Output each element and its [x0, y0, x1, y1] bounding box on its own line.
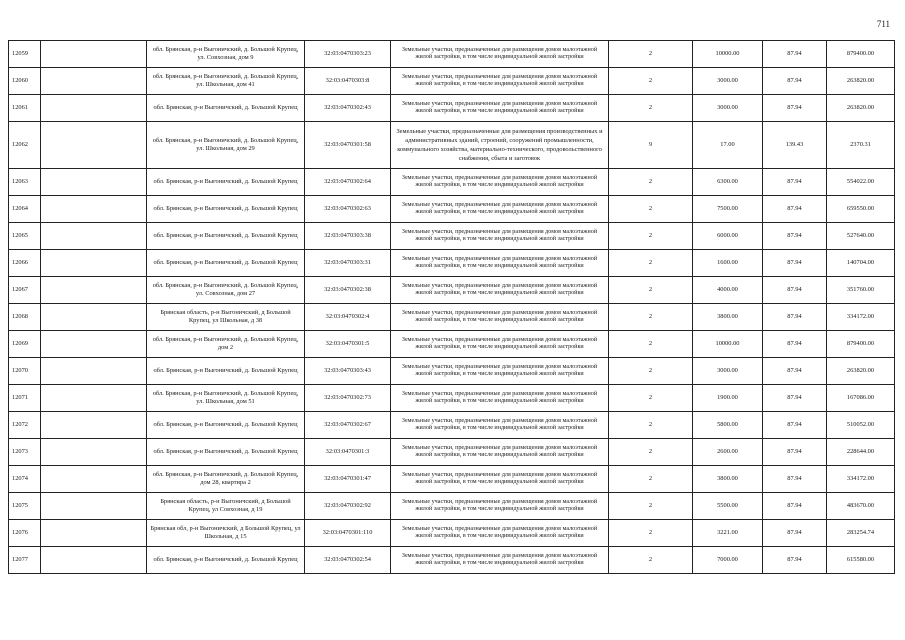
cell-land-use: Земельные участки, предназначенные для размещения домов малоэтажной жилой застройки, в том числе индивидуальной жилой застройки	[391, 331, 609, 358]
cell-address: обл. Брянская, р-н Выгоничский, д. Большой Крупец	[147, 412, 305, 439]
cell-group: 2	[609, 223, 693, 250]
cell-specific-value: 87.94	[763, 385, 827, 412]
cell-cadastral-number: 32:03:0470301:47	[305, 466, 391, 493]
cell-record-number: 12077	[9, 547, 41, 574]
cell-cadastral-value: 2370.31	[827, 122, 895, 169]
cell-group: 2	[609, 385, 693, 412]
cell-group: 9	[609, 122, 693, 169]
cell-specific-value: 87.94	[763, 277, 827, 304]
cell-land-use: Земельные участки, предназначенные для размещения домов малоэтажной жилой застройки, в том числе индивидуальной жилой застройки	[391, 493, 609, 520]
cell-group: 2	[609, 41, 693, 68]
cell-cadastral-number: 32:03:0470302:54	[305, 547, 391, 574]
cell-area: 1900.00	[693, 385, 763, 412]
cell-cadastral-value: 263820.00	[827, 358, 895, 385]
cell-land-use: Земельные участки, предназначенные для размещения домов малоэтажной жилой застройки, в том числе индивидуальной жилой застройки	[391, 304, 609, 331]
cell-land-use: Земельные участки, предназначенные для размещения домов малоэтажной жилой застройки, в том числе индивидуальной жилой застройки	[391, 439, 609, 466]
cell-group: 2	[609, 169, 693, 196]
table-row	[9, 466, 895, 493]
cell-group: 2	[609, 68, 693, 95]
cell-cadastral-number: 32:03:0470302:4	[305, 304, 391, 331]
cell-record-number: 12060	[9, 68, 41, 95]
cell-specific-value: 87.94	[763, 169, 827, 196]
cell-group: 2	[609, 412, 693, 439]
cell-group: 2	[609, 95, 693, 122]
cell-cadastral-number: 32:03:0470302:64	[305, 169, 391, 196]
cell-land-use: Земельные участки, предназначенные для размещения домов малоэтажной жилой застройки, в том числе индивидуальной жилой застройки	[391, 196, 609, 223]
cell-record-number: 12068	[9, 304, 41, 331]
cell-group: 2	[609, 196, 693, 223]
cell-area: 3800.00	[693, 466, 763, 493]
cell-specific-value: 87.94	[763, 304, 827, 331]
cell-area: 3800.00	[693, 304, 763, 331]
table-row	[9, 277, 895, 304]
cell-cadastral-number: 32:03:0470303:23	[305, 41, 391, 68]
cell-address: обл. Брянская, р-н Выгоничский, д. Большой Крупец, дом 28, квартира 2	[147, 466, 305, 493]
cell-address: обл. Брянская, р-н Выгоничский, д. Большой Крупец	[147, 439, 305, 466]
cell-specific-value: 139.43	[763, 122, 827, 169]
cell-cadastral-number: 32:03:0470302:63	[305, 196, 391, 223]
table-row	[9, 68, 895, 95]
cell-empty	[41, 358, 147, 385]
cell-land-use: Земельные участки, предназначенные для размещения производственных и административных зданий, строений, сооружений промышленности, коммунального хозяйства, материально-технического, продовольственного снабжения, сбыта и заготовок	[391, 122, 609, 169]
cell-land-use: Земельные участки, предназначенные для размещения домов малоэтажной жилой застройки, в том числе индивидуальной жилой застройки	[391, 169, 609, 196]
cell-specific-value: 87.94	[763, 223, 827, 250]
cell-record-number: 12069	[9, 331, 41, 358]
cell-address: обл. Брянская, р-н Выгоничский, д. Большой Крупец	[147, 95, 305, 122]
cell-address: Брянская область, р-н Выгоничский, д Большой Крупец, ул Школьная, д 38	[147, 304, 305, 331]
cell-address: обл. Брянская, р-н Выгоничский, д. Большой Крупец	[147, 196, 305, 223]
cell-cadastral-value: 615580.00	[827, 547, 895, 574]
cell-specific-value: 87.94	[763, 439, 827, 466]
cell-group: 2	[609, 520, 693, 547]
cell-area: 7000.00	[693, 547, 763, 574]
cell-empty	[41, 439, 147, 466]
page-number: 711	[876, 19, 890, 29]
cell-cadastral-number: 32:03:0470301:58	[305, 122, 391, 169]
cell-empty	[41, 250, 147, 277]
cell-record-number: 12059	[9, 41, 41, 68]
cell-group: 2	[609, 493, 693, 520]
cell-land-use: Земельные участки, предназначенные для размещения домов малоэтажной жилой застройки, в том числе индивидуальной жилой застройки	[391, 223, 609, 250]
cell-cadastral-number: 32:03:0470302:67	[305, 412, 391, 439]
cell-empty	[41, 196, 147, 223]
cell-area: 2600.00	[693, 439, 763, 466]
cell-land-use: Земельные участки, предназначенные для размещения домов малоэтажной жилой застройки, в том числе индивидуальной жилой застройки	[391, 358, 609, 385]
cell-empty	[41, 412, 147, 439]
cell-record-number: 12075	[9, 493, 41, 520]
cell-land-use: Земельные участки, предназначенные для размещения домов малоэтажной жилой застройки, в том числе индивидуальной жилой застройки	[391, 95, 609, 122]
table-row	[9, 196, 895, 223]
cell-specific-value: 87.94	[763, 547, 827, 574]
cell-record-number: 12063	[9, 169, 41, 196]
cell-empty	[41, 169, 147, 196]
cell-cadastral-value: 483670.00	[827, 493, 895, 520]
cell-cadastral-value: 879400.00	[827, 41, 895, 68]
cell-address: обл. Брянская, р-н Выгоничский, д. Большой Крупец, ул. Совхозная, дом 9	[147, 41, 305, 68]
cell-group: 2	[609, 331, 693, 358]
table-row	[9, 41, 895, 68]
cell-cadastral-value: 140704.00	[827, 250, 895, 277]
cell-area: 10000.00	[693, 331, 763, 358]
table-row	[9, 331, 895, 358]
cell-area: 5800.00	[693, 412, 763, 439]
cell-land-use: Земельные участки, предназначенные для размещения домов малоэтажной жилой застройки, в том числе индивидуальной жилой застройки	[391, 41, 609, 68]
cell-cadastral-value: 167086.00	[827, 385, 895, 412]
cell-area: 4000.00	[693, 277, 763, 304]
cell-empty	[41, 95, 147, 122]
table-row	[9, 304, 895, 331]
cell-area: 1600.00	[693, 250, 763, 277]
table-row	[9, 520, 895, 547]
cell-record-number: 12065	[9, 223, 41, 250]
table-row	[9, 493, 895, 520]
cell-land-use: Земельные участки, предназначенные для размещения домов малоэтажной жилой застройки, в том числе индивидуальной жилой застройки	[391, 68, 609, 95]
cell-specific-value: 87.94	[763, 68, 827, 95]
cell-specific-value: 87.94	[763, 412, 827, 439]
cell-cadastral-number: 32:03:0470302:43	[305, 95, 391, 122]
cell-group: 2	[609, 547, 693, 574]
cell-cadastral-number: 32:03:0470301:3	[305, 439, 391, 466]
cell-empty	[41, 520, 147, 547]
cell-cadastral-value: 334172.00	[827, 466, 895, 493]
cell-area: 10000.00	[693, 41, 763, 68]
cell-group: 2	[609, 304, 693, 331]
cell-record-number: 12072	[9, 412, 41, 439]
cell-land-use: Земельные участки, предназначенные для размещения домов малоэтажной жилой застройки, в том числе индивидуальной жилой застройки	[391, 412, 609, 439]
cell-empty	[41, 223, 147, 250]
table-row	[9, 547, 895, 574]
cadastral-value-table	[8, 40, 895, 574]
cell-cadastral-value: 659550.00	[827, 196, 895, 223]
cell-record-number: 12076	[9, 520, 41, 547]
table-row	[9, 122, 895, 169]
cell-record-number: 12061	[9, 95, 41, 122]
cell-specific-value: 87.94	[763, 95, 827, 122]
cell-record-number: 12062	[9, 122, 41, 169]
cell-cadastral-number: 32:03:0470301:5	[305, 331, 391, 358]
cell-record-number: 12070	[9, 358, 41, 385]
cell-empty	[41, 466, 147, 493]
cell-address: обл. Брянская, р-н Выгоничский, д. Большой Крупец, ул. Совхозная, дом 27	[147, 277, 305, 304]
cell-address: обл. Брянская, р-н Выгоничский, д. Большой Крупец	[147, 250, 305, 277]
cell-cadastral-value: 228644.00	[827, 439, 895, 466]
cell-area: 3221.00	[693, 520, 763, 547]
cell-empty	[41, 493, 147, 520]
table-row	[9, 358, 895, 385]
cell-area: 6000.00	[693, 223, 763, 250]
cell-area: 3000.00	[693, 358, 763, 385]
cell-specific-value: 87.94	[763, 250, 827, 277]
cell-specific-value: 87.94	[763, 358, 827, 385]
table-row	[9, 412, 895, 439]
cell-cadastral-value: 351760.00	[827, 277, 895, 304]
table-row	[9, 169, 895, 196]
cell-empty	[41, 547, 147, 574]
cell-record-number: 12066	[9, 250, 41, 277]
cell-address: обл. Брянская, р-н Выгоничский, д. Большой Крупец, дом 2	[147, 331, 305, 358]
cell-area: 5500.00	[693, 493, 763, 520]
cell-record-number: 12067	[9, 277, 41, 304]
cell-area: 7500.00	[693, 196, 763, 223]
table-row	[9, 439, 895, 466]
cell-cadastral-number: 32:03:0470302:92	[305, 493, 391, 520]
cell-specific-value: 87.94	[763, 331, 827, 358]
cell-record-number: 12071	[9, 385, 41, 412]
cell-group: 2	[609, 250, 693, 277]
cell-specific-value: 87.94	[763, 520, 827, 547]
cell-cadastral-value: 263820.00	[827, 95, 895, 122]
cell-land-use: Земельные участки, предназначенные для размещения домов малоэтажной жилой застройки, в том числе индивидуальной жилой застройки	[391, 250, 609, 277]
cell-group: 2	[609, 439, 693, 466]
cell-specific-value: 87.94	[763, 41, 827, 68]
cell-group: 2	[609, 466, 693, 493]
cell-address: Брянская область, р-н Выгоничский, д Большой Крупец, ул Совхозная, д 19	[147, 493, 305, 520]
cell-cadastral-number: 32:03:0470303:43	[305, 358, 391, 385]
cell-address: обл. Брянская, р-н Выгоничский, д. Большой Крупец	[147, 547, 305, 574]
cell-record-number: 12074	[9, 466, 41, 493]
cell-cadastral-number: 32:03:0470303:8	[305, 68, 391, 95]
cell-cadastral-number: 32:03:0470302:73	[305, 385, 391, 412]
cell-cadastral-value: 527640.00	[827, 223, 895, 250]
cell-cadastral-value: 554022.00	[827, 169, 895, 196]
cell-address: Брянская обл, р-н Выгоничский, д Большой Крупец, ул Школьная, д 15	[147, 520, 305, 547]
cell-cadastral-value: 283254.74	[827, 520, 895, 547]
cell-land-use: Земельные участки, предназначенные для размещения домов малоэтажной жилой застройки, в том числе индивидуальной жилой застройки	[391, 466, 609, 493]
cell-empty	[41, 122, 147, 169]
cell-record-number: 12064	[9, 196, 41, 223]
cell-cadastral-number: 32:03:0470303:31	[305, 250, 391, 277]
cell-land-use: Земельные участки, предназначенные для размещения домов малоэтажной жилой застройки, в том числе индивидуальной жилой застройки	[391, 277, 609, 304]
cell-empty	[41, 277, 147, 304]
cell-cadastral-value: 334172.00	[827, 304, 895, 331]
cell-cadastral-number: 32:03:0470301:110	[305, 520, 391, 547]
table-body	[9, 41, 895, 574]
cell-group: 2	[609, 358, 693, 385]
table-row	[9, 95, 895, 122]
cell-specific-value: 87.94	[763, 493, 827, 520]
cell-empty	[41, 331, 147, 358]
table-row	[9, 250, 895, 277]
cell-empty	[41, 68, 147, 95]
cell-land-use: Земельные участки, предназначенные для размещения домов малоэтажной жилой застройки, в том числе индивидуальной жилой застройки	[391, 520, 609, 547]
cell-empty	[41, 41, 147, 68]
table-row	[9, 385, 895, 412]
cell-cadastral-value: 510052.00	[827, 412, 895, 439]
cell-address: обл. Брянская, р-н Выгоничский, д. Большой Крупец	[147, 169, 305, 196]
cell-cadastral-value: 263820.00	[827, 68, 895, 95]
cell-area: 17.00	[693, 122, 763, 169]
table-row	[9, 223, 895, 250]
cell-specific-value: 87.94	[763, 196, 827, 223]
cell-address: обл. Брянская, р-н Выгоничский, д. Большой Крупец, ул. Школьная, дом 41	[147, 68, 305, 95]
cell-address: обл. Брянская, р-н Выгоничский, д. Большой Крупец	[147, 358, 305, 385]
cell-record-number: 12073	[9, 439, 41, 466]
cell-land-use: Земельные участки, предназначенные для размещения домов малоэтажной жилой застройки, в том числе индивидуальной жилой застройки	[391, 385, 609, 412]
cell-address: обл. Брянская, р-н Выгоничский, д. Большой Крупец, ул. Школьная, дом 29	[147, 122, 305, 169]
cell-empty	[41, 304, 147, 331]
cell-specific-value: 87.94	[763, 466, 827, 493]
cell-group: 2	[609, 277, 693, 304]
cell-address: обл. Брянская, р-н Выгоничский, д. Большой Крупец, ул. Школьная, дом 51	[147, 385, 305, 412]
cell-area: 3000.00	[693, 68, 763, 95]
cell-empty	[41, 385, 147, 412]
cell-cadastral-value: 879400.00	[827, 331, 895, 358]
cell-land-use: Земельные участки, предназначенные для размещения домов малоэтажной жилой застройки, в том числе индивидуальной жилой застройки	[391, 547, 609, 574]
cell-area: 6300.00	[693, 169, 763, 196]
cell-cadastral-number: 32:03:0470303:38	[305, 223, 391, 250]
cell-address: обл. Брянская, р-н Выгоничский, д. Большой Крупец	[147, 223, 305, 250]
cell-area: 3000.00	[693, 95, 763, 122]
cell-cadastral-number: 32:03:0470302:38	[305, 277, 391, 304]
